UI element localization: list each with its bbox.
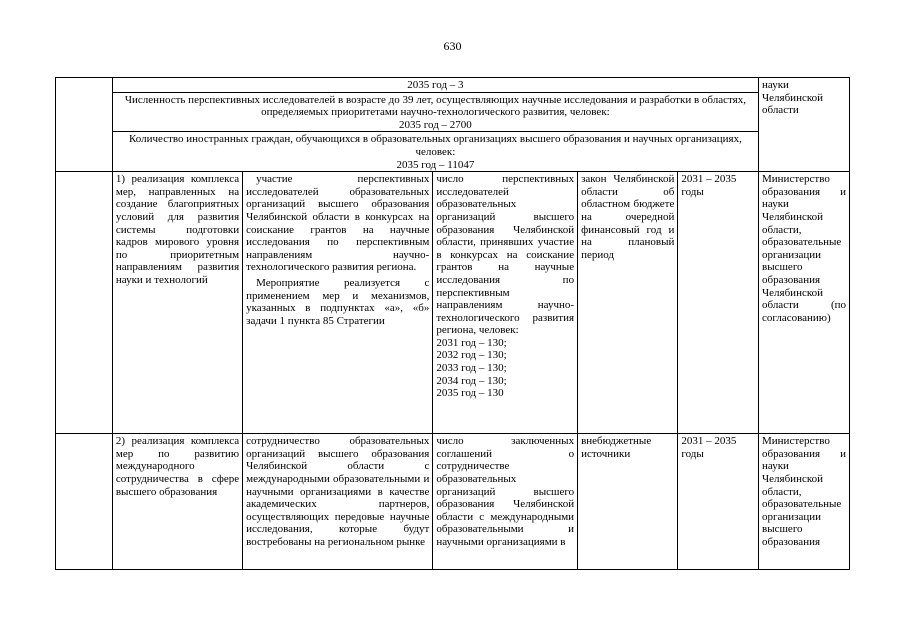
indicator-text: Количество иностранных граждан, обучающихся в образовательных организациях высшего образования и научных организациях, человек: — [129, 133, 742, 158]
task-cell — [112, 172, 242, 434]
period-text: 2031 – 2035 годы — [681, 435, 737, 460]
source-text: внебюджетные источники — [581, 435, 652, 460]
responsible-cell — [759, 434, 850, 570]
empty-cell — [56, 434, 113, 570]
indicator-cell — [433, 172, 578, 434]
strategy-table — [55, 77, 850, 570]
period-cell — [678, 434, 759, 570]
indicator-year-value: 2035 год – 130 — [436, 387, 504, 400]
responsible-text: науки Челябинской области — [762, 79, 824, 117]
indicator-text: число перспективных исследователей образовательных организаций высшего образования Челябинской области, принявших участие в конкурсах на соискание грантов на научные исследования по перспективным направлениям научно-технологического развития региона, человек: — [436, 173, 575, 337]
indicator-cell — [112, 132, 758, 172]
source-cell — [578, 434, 678, 570]
table-row — [56, 132, 850, 172]
indicator-text: Численность перспективных исследователей в возрасте до 39 лет, осуществляющих научные исследования и разработки в областях, определяемых приоритетами научно-технологического развития, человек: — [124, 93, 746, 119]
responsible-cell — [759, 172, 850, 434]
indicator-cell — [112, 92, 758, 132]
responsible-text: Министерство образования и науки Челябинской области, образовательные организации высшего образования — [762, 435, 846, 548]
responsible-cell — [759, 78, 850, 172]
indicator-year-value: 2035 год – 2700 — [399, 118, 472, 131]
indicator-year-value: 2035 год – 3 — [407, 79, 464, 91]
indicator-cell — [112, 78, 758, 93]
indicator-cell — [433, 434, 578, 570]
table-row — [56, 92, 850, 132]
measure-cell — [243, 434, 433, 570]
source-text: закон Челябинской области об областном бюджете на очередной финансовый год и на плановый период — [581, 173, 675, 261]
indicator-year-value: 2031 год – 130; — [436, 336, 507, 349]
indicator-year-value: 2033 год – 130; — [436, 362, 507, 375]
measure-text: участие перспективных исследователей образовательных организаций высшего образования Челябинской области в конкурсах на соискание грантов на научные исследования по перспективным направлениям научно-технологического развития региона. — [246, 173, 430, 274]
empty-cell — [56, 172, 113, 434]
measure-text: сотрудничество образовательных организаций высшего образования Челябинской области с международными образовательными и научными организациями в качестве академических партнеров, осуществляющих передовые научные исследования, которые будут востребованы на региональном рынке — [246, 435, 430, 548]
indicator-year-value: 2032 год – 130; — [436, 349, 507, 362]
source-cell — [578, 172, 678, 434]
measure-cell — [243, 172, 433, 434]
task-text: 1) реализация комплекса мер, направленных на создание благоприятных условий для развития системы подготовки кадров мирового уровня по приоритетным направлениям развития науки и технологий — [115, 173, 240, 286]
period-text: 2031 – 2035 годы — [681, 173, 737, 198]
table-row — [56, 78, 850, 93]
indicator-year-value: 2034 год – 130; — [436, 374, 507, 387]
table-row — [56, 172, 850, 434]
responsible-text: Министерство образования и науки Челябинской области, образовательные организации высшего образования Челябинской области (по согласованию) — [762, 173, 846, 324]
indicator-text: число заключенных соглашений о сотрудничестве образовательных организаций высшего образования Челябинской области с международными образовательными и научными организациями в — [436, 435, 575, 548]
task-cell — [112, 434, 242, 570]
period-cell — [678, 172, 759, 434]
table-row — [56, 434, 850, 570]
indicator-year-value: 2035 год – 11047 — [396, 158, 475, 171]
page-number: 630 — [443, 39, 462, 53]
task-text: 2) реализация комплекса мер по развитию международного сотрудничества в сфере высшего образования — [115, 435, 240, 498]
empty-cell — [56, 78, 113, 172]
measure-note: Мероприятие реализуется с применением мер и механизмов, указанных в подпунктах «а», «б» задачи 1 пункта 85 Стратегии — [246, 276, 430, 327]
